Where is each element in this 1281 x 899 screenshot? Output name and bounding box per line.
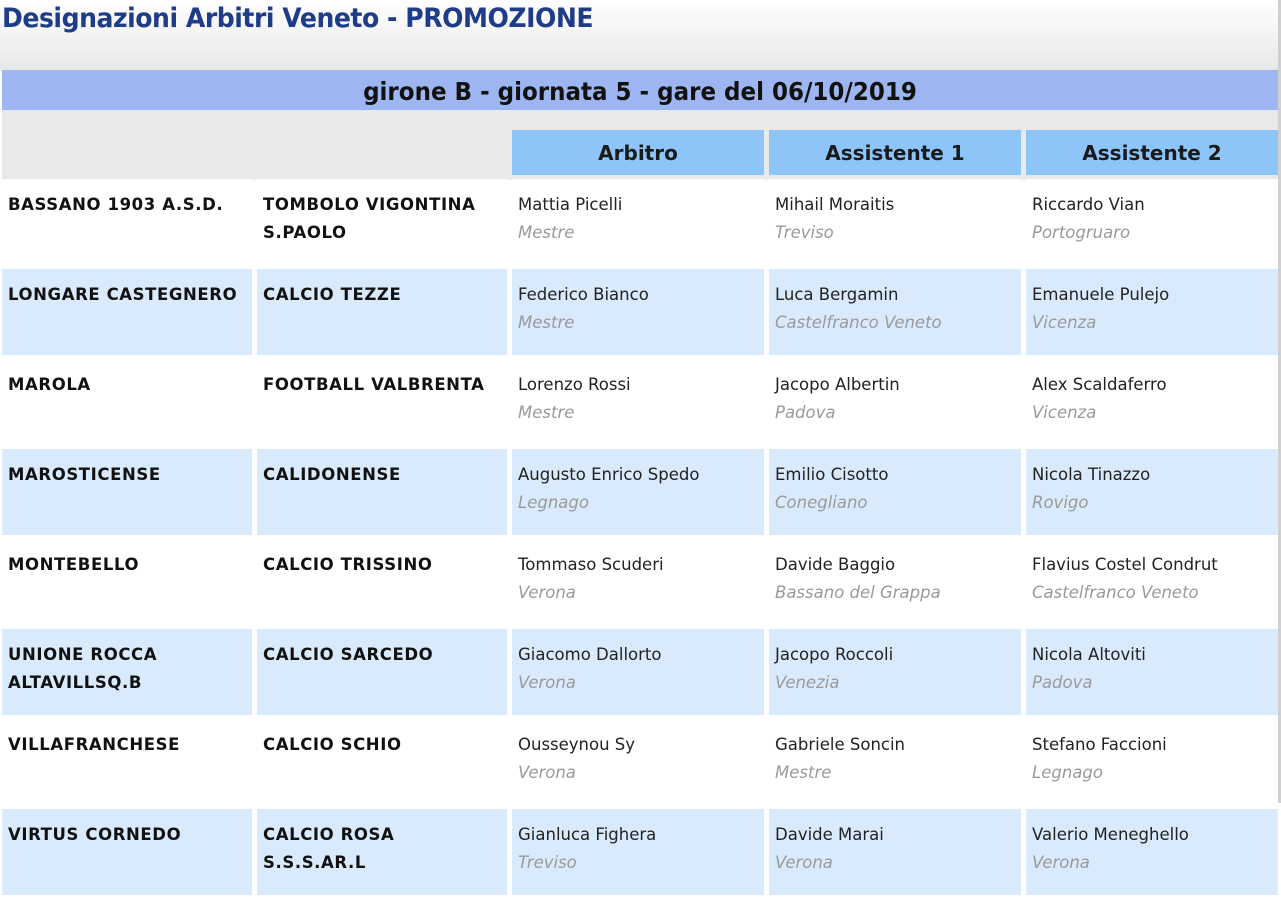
home-team: MAROSTICENSE <box>2 449 252 535</box>
assistant-2-name: Nicola Altoviti <box>1032 645 1146 664</box>
away-team: CALCIO ROSA S.S.S.AR.L <box>257 809 507 895</box>
referee-city: Verona <box>518 583 576 602</box>
referee-city: Treviso <box>518 853 577 872</box>
header-home-blank <box>2 130 252 175</box>
referee-name: Federico Bianco <box>518 285 649 304</box>
assistant-2-city: Vicenza <box>1032 403 1097 422</box>
referee-name: Lorenzo Rossi <box>518 375 631 394</box>
assistant-2-cell <box>1026 269 1278 355</box>
referee-city: Verona <box>518 763 576 782</box>
assistant-2-cell <box>1026 539 1278 625</box>
referee-name: Mattia Picelli <box>518 195 623 214</box>
away-team: CALCIO TRISSINO <box>257 539 507 625</box>
match-row <box>2 629 1278 715</box>
header-referee: Arbitro <box>512 130 764 175</box>
away-team: CALCIO SCHIO <box>257 719 507 805</box>
assistant-2-city: Castelfranco Veneto <box>1032 583 1199 602</box>
match-row <box>2 809 1278 895</box>
referee-cell <box>512 809 764 895</box>
referee-city: Mestre <box>518 403 575 422</box>
away-team: TOMBOLO VIGONTINA S.PAOLO <box>257 179 507 265</box>
assistant-2-city: Portogruaro <box>1032 223 1131 242</box>
assistant-2-cell <box>1026 449 1278 535</box>
assistant-1-name: Gabriele Soncin <box>775 735 906 754</box>
home-team: VIRTUS CORNEDO <box>2 809 252 895</box>
assistant-1-name: Jacopo Roccoli <box>775 645 894 664</box>
referee-city: Legnago <box>518 493 589 512</box>
home-team: VILLAFRANCHESE <box>2 719 252 805</box>
page-header <box>0 0 1281 70</box>
home-team: LONGARE CASTEGNERO <box>2 269 252 355</box>
assistant-1-cell <box>769 269 1021 355</box>
away-team: CALCIO SARCEDO <box>257 629 507 715</box>
header-assistant-2: Assistente 2 <box>1026 130 1278 175</box>
assistant-1-city: Venezia <box>775 673 840 692</box>
referee-cell <box>512 719 764 805</box>
home-team: MAROLA <box>2 359 252 445</box>
assistant-2-name: Nicola Tinazzo <box>1032 465 1151 484</box>
assistant-1-city: Verona <box>775 853 833 872</box>
assistant-1-name: Jacopo Albertin <box>775 375 900 394</box>
assistant-1-cell <box>769 539 1021 625</box>
assistant-2-cell <box>1026 809 1278 895</box>
assistant-2-cell <box>1026 179 1278 265</box>
match-row <box>2 539 1278 625</box>
away-team: CALIDONENSE <box>257 449 507 535</box>
assistant-2-name: Alex Scaldaferro <box>1032 375 1167 394</box>
assistant-1-city: Conegliano <box>775 493 868 512</box>
referee-cell <box>512 179 764 265</box>
assistant-1-cell <box>769 179 1021 265</box>
match-row <box>2 719 1278 805</box>
home-team: MONTEBELLO <box>2 539 252 625</box>
header-away-blank <box>257 130 507 175</box>
home-team: UNIONE ROCCA ALTAVILLSQ.B <box>2 629 252 715</box>
round-banner <box>2 70 1278 110</box>
assistant-2-name: Riccardo Vian <box>1032 195 1145 214</box>
header-assistant-1: Assistente 1 <box>769 130 1021 175</box>
match-row <box>2 449 1278 535</box>
assistant-2-cell <box>1026 719 1278 805</box>
assistant-1-city: Castelfranco Veneto <box>775 313 942 332</box>
assistant-2-name: Emanuele Pulejo <box>1032 285 1170 304</box>
assistant-2-cell <box>1026 359 1278 445</box>
referee-cell <box>512 359 764 445</box>
assistant-2-city: Verona <box>1032 853 1090 872</box>
referee-name: Augusto Enrico Spedo <box>518 465 700 484</box>
assistant-1-city: Padova <box>775 403 836 422</box>
page-title: Designazioni Arbitri Veneto - PROMOZIONE <box>2 3 594 34</box>
assistant-2-cell <box>1026 629 1278 715</box>
assistant-1-cell <box>769 719 1021 805</box>
assistant-2-name: Valerio Meneghello <box>1032 825 1189 844</box>
assistant-2-city: Rovigo <box>1032 493 1089 512</box>
referee-cell <box>512 449 764 535</box>
referee-name: Giacomo Dallorto <box>518 645 662 664</box>
referee-cell <box>512 629 764 715</box>
assistant-1-name: Luca Bergamin <box>775 285 899 304</box>
assistant-1-name: Emilio Cisotto <box>775 465 889 484</box>
assistant-2-city: Vicenza <box>1032 313 1097 332</box>
home-team: BASSANO 1903 A.S.D. <box>2 179 252 265</box>
assistant-1-cell <box>769 359 1021 445</box>
assistant-1-cell <box>769 809 1021 895</box>
round-label: girone B - giornata 5 - gare del 06/10/2019 <box>363 77 917 106</box>
designations-table <box>0 126 1281 899</box>
referee-city: Mestre <box>518 223 575 242</box>
assistant-1-name: Mihail Moraitis <box>775 195 895 214</box>
referee-name: Tommaso Scuderi <box>518 555 664 574</box>
assistant-1-city: Mestre <box>775 763 832 782</box>
referee-city: Mestre <box>518 313 575 332</box>
match-row <box>2 179 1278 265</box>
assistant-1-cell <box>769 449 1021 535</box>
assistant-1-name: Davide Marai <box>775 825 884 844</box>
referee-cell <box>512 269 764 355</box>
assistant-2-city: Legnago <box>1032 763 1103 782</box>
referee-cell <box>512 539 764 625</box>
assistant-1-city: Treviso <box>775 223 834 242</box>
assistant-1-cell <box>769 629 1021 715</box>
assistant-1-name: Davide Baggio <box>775 555 896 574</box>
away-team: FOOTBALL VALBRENTA <box>257 359 507 445</box>
referee-name: Gianluca Fighera <box>518 825 657 844</box>
match-row <box>2 359 1278 445</box>
table-header-row <box>2 130 1278 175</box>
assistant-2-name: Flavius Costel Condrut <box>1032 555 1218 574</box>
referee-name: Ousseynou Sy <box>518 735 636 754</box>
assistant-2-city: Padova <box>1032 673 1093 692</box>
away-team: CALCIO TEZZE <box>257 269 507 355</box>
assistant-2-name: Stefano Faccioni <box>1032 735 1167 754</box>
match-row <box>2 269 1278 355</box>
assistant-1-city: Bassano del Grappa <box>775 583 941 602</box>
referee-city: Verona <box>518 673 576 692</box>
